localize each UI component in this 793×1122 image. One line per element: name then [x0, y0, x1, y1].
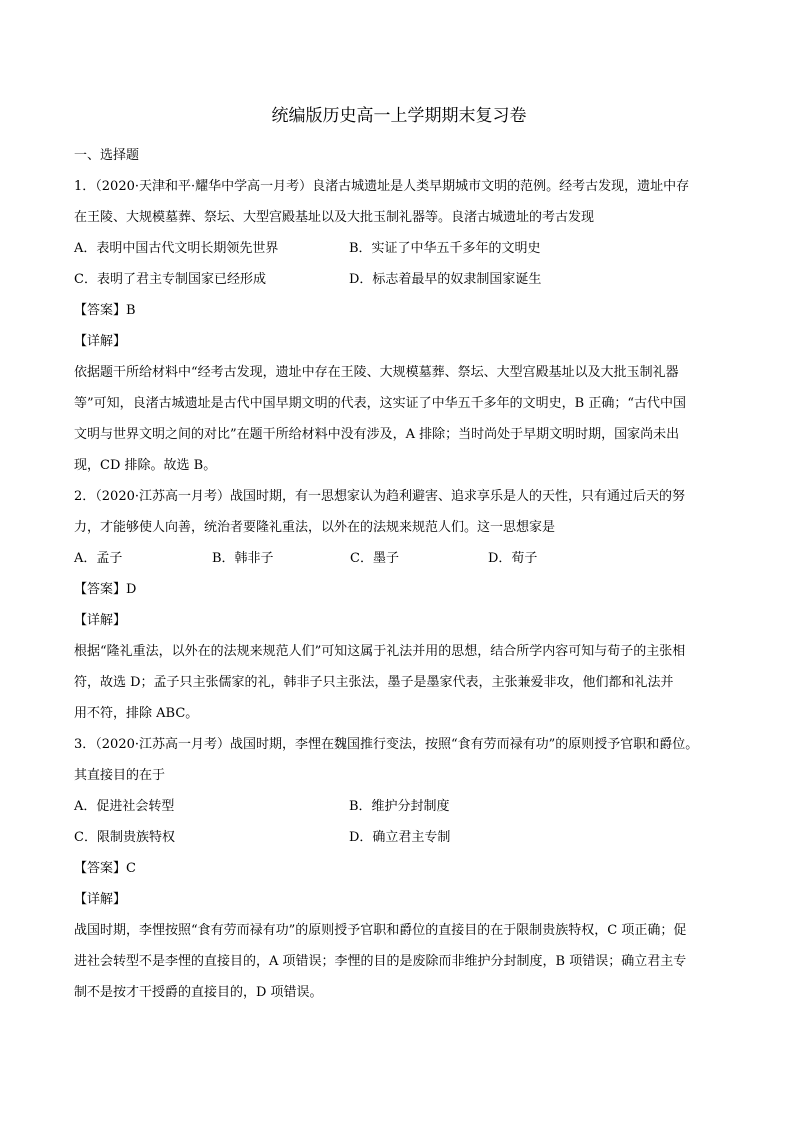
option-b: B．维护分封制度: [349, 799, 450, 814]
option-a: A．孟子: [74, 551, 123, 566]
page-title: 统编版历史高一上学期期末复习卷: [271, 106, 527, 126]
option-row: [74, 822, 724, 853]
detail-line: 现，CD 排除。故选 B。: [74, 458, 217, 473]
answer-label: 【答案】C: [74, 861, 136, 876]
detail-line: 符，故选 D；孟子只主张儒家的礼，韩非子只主张法，墨子是墨家代表，主张兼爱非攻，他们都和礼法并: [74, 675, 674, 690]
option-a: A．表明中国古代文明长期领先世界: [74, 241, 279, 256]
option-d: D．确立君主专制: [349, 830, 451, 845]
detail-label: 【详解】: [74, 334, 127, 349]
detail-line: 用不符，排除 ABC。: [74, 706, 199, 721]
option-d: D．标志着最早的奴隶制国家诞生: [349, 272, 542, 287]
detail-line: 根据“隆礼重法，以外在的法规来规范人们”可知这属于礼法并用的思想，结合所学内容可知与荀子的主张相: [74, 644, 686, 659]
question-stem-line: 其直接目的在于: [74, 768, 166, 783]
document-page: [74, 104, 724, 1008]
question-1: [74, 171, 724, 481]
option-row: [74, 543, 724, 574]
answer-label: 【答案】B: [74, 303, 136, 318]
option-c: C．表明了君主专制国家已经形成: [74, 272, 266, 287]
detail-line: 战国时期，李悝按照“食有劳而禄有功”的原则授予官职和爵位的直接目的在于限制贵族特权，C 项正确；促: [74, 923, 687, 938]
detail-line: 制不是按才干授爵的直接目的，D 项错误。: [74, 985, 323, 1000]
detail-line: 进社会转型不是李悝的直接目的，A 项错误；李悝的目的是废除而非维护分封制度，B 项错误；确立君主专: [74, 954, 687, 969]
section-heading: 一、选择题: [74, 148, 140, 163]
option-b: B．实证了中华五千多年的文明史: [349, 241, 541, 256]
question-stem-line: 2．（2020·江苏高一月考）战国时期，有一思想家认为趋利避害、追求享乐是人的天性，只有通过后天的努: [74, 489, 685, 504]
question-stem-line: 在王陵、大规模墓葬、祭坛、大型宫殿基址以及大批玉制礼器等。良渚古城遗址的考古发现: [74, 210, 595, 225]
question-stem-line: 1．（2020·天津和平·耀华中学高一月考）良渚古城遗址是人类早期城市文明的范例。经考古发现，遗址中存: [74, 179, 690, 194]
option-row: [74, 233, 724, 264]
question-stem-line: 力，才能够使人向善，统治者要隆礼重法，以外在的法规来规范人们。这一思想家是: [74, 520, 556, 535]
option-row: [74, 791, 724, 822]
question-2: [74, 481, 724, 729]
option-c: C．限制贵族特权: [74, 830, 175, 845]
detail-line: 依据题干所给材料中“经考古发现，遗址中存在王陵、大规模墓葬、祭坛、大型宫殿基址以及大批玉制礼器: [74, 365, 679, 380]
detail-line: 文明与世界文明之间的对比”在题干所给材料中没有涉及，A 排除；当时尚处于早期文明时期，国家尚未出: [74, 427, 680, 442]
detail-line: 等”可知，良渚古城遗址是古代中国早期文明的代表，这实证了中华五千多年的文明史，B 正确；“古代中国: [74, 396, 686, 411]
option-row: [74, 264, 724, 295]
option-a: A．促进社会转型: [74, 799, 175, 814]
detail-label: 【详解】: [74, 613, 127, 628]
question-stem-line: 3．（2020·江苏高一月考）战国时期，李悝在魏国推行变法，按照“食有劳而禄有功”的原则授予官职和爵位。: [74, 737, 699, 752]
answer-label: 【答案】D: [74, 582, 137, 597]
detail-label: 【详解】: [74, 892, 127, 907]
option-c: C．墨子: [350, 551, 399, 566]
option-b: B．韩非子: [212, 551, 274, 566]
question-3: [74, 729, 724, 1008]
option-d: D．荀子: [488, 551, 538, 566]
